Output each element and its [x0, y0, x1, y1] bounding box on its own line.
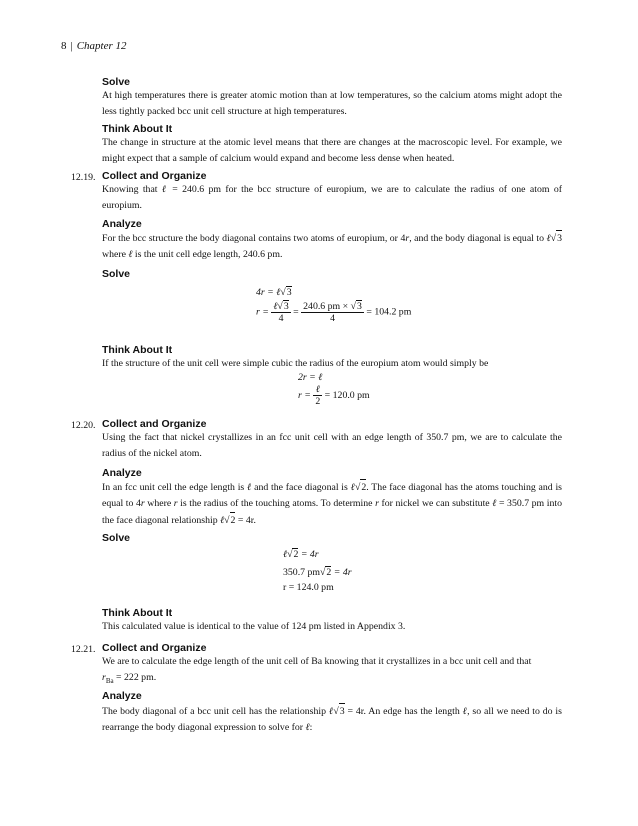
chapter-title: Chapter 12	[76, 40, 127, 52]
equation: ℓ√2 = 4r	[283, 549, 319, 560]
header-separator: |	[70, 40, 73, 52]
collect-organize-heading: Collect and Organize	[102, 170, 207, 182]
collect-organize-text: Using the fact that nickel crystallizes in an fcc unit cell with an edge length of 350.7 pm, we are to calculate the radius of the nickel atom.	[102, 432, 562, 459]
equation: r = $\frac{\text{ℓ}}{2}$ = 120.0 pm	[298, 384, 370, 407]
problem-number: 12.19.	[71, 172, 96, 183]
problem-number: 12.20.	[71, 420, 96, 431]
analyze-text: The body diagonal of a bcc unit cell has the relationship ℓ√3 = 4r. An edge has the length ℓ, so all we need to do is rearrange the body diagonal expression to solve for ℓ:	[102, 703, 562, 736]
think-text: This calculated value is identical to the value of 124 pm listed in Appendix 3.	[102, 621, 406, 632]
analyze-heading: Analyze	[102, 690, 142, 702]
think-text: The change in structure at the atomic level means that there are changes at the macroscopic level. For example, we might expect that a sample of calcium would expand and become less dense when heated.	[102, 137, 562, 164]
think-heading: Think About It	[102, 344, 173, 356]
collect-organize-text-cont: $r_{Ba} = 222$ pm.	[102, 672, 157, 685]
equation: 350.7 pm√2 = 4r	[283, 567, 352, 578]
equation: 2r = ℓ	[298, 372, 323, 383]
collect-organize-text: Knowing that ℓ = 240.6 pm for the bcc structure of europium, we are to calculate the radius of one atom of europium.	[102, 184, 562, 211]
think-heading: Think About It	[102, 123, 173, 135]
analyze-text: For the bcc structure the body diagonal contains two atoms of europium, or 4r, and the body diagonal is equal to ℓ√3 where ℓ is the unit cell edge length, 240.6 pm.	[102, 230, 562, 263]
think-text: If the structure of the unit cell were simple cubic the radius of the europium atom would simply be	[102, 358, 489, 369]
analyze-heading: Analyze	[102, 218, 142, 230]
collect-organize-text: We are to calculate the edge length of the unit cell of Ba knowing that it crystallizes in a bcc unit cell and that	[102, 656, 532, 667]
solve-heading: Solve	[102, 76, 131, 88]
page-header	[61, 40, 127, 52]
page-number: 8	[61, 40, 67, 52]
collect-organize-heading: Collect and Organize	[102, 642, 207, 654]
think-heading: Think About It	[102, 607, 173, 619]
solve-heading: Solve	[102, 268, 131, 280]
equation: r = $\frac{\text{ℓ√3}}{4}$ = $\frac{240.6 pm \times √3}{4}$ = 104.2 pm	[256, 301, 412, 324]
analyze-heading: Analyze	[102, 467, 142, 479]
solve-heading: Solve	[102, 532, 131, 544]
equation: r = 124.0 pm	[283, 582, 334, 593]
equation: 4r = ℓ√3	[256, 287, 292, 298]
collect-organize-heading: Collect and Organize	[102, 418, 207, 430]
solve-text: At high temperatures there is greater atomic motion than at low temperatures, so the calcium atoms might adopt the less tightly packed bcc unit cell structure at high temperatures.	[102, 90, 562, 117]
problem-number: 12.21.	[71, 644, 96, 655]
analyze-text: In an fcc unit cell the edge length is ℓ and the face diagonal is ℓ√2. The face diagonal has the atoms touching and is equal to 4r where r is the radius of the touching atoms. To determine r for nickel we can substitute ℓ = 350.7 pm into the face diagonal relationship ℓ√2 = 4r.	[102, 479, 562, 529]
